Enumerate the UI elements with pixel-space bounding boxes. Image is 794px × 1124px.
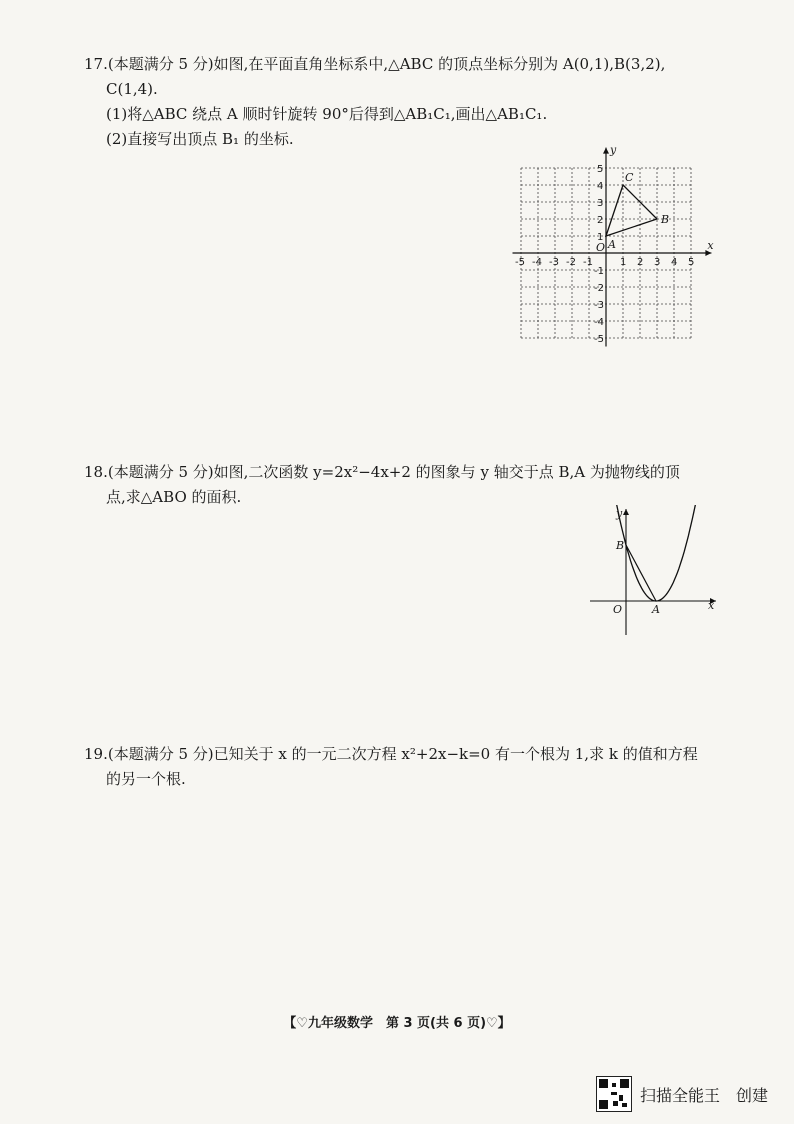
origin-label: O	[596, 241, 606, 254]
y-tick-label: 5	[597, 164, 604, 175]
y-tick-label: -2	[594, 283, 604, 294]
figure-17-grid	[508, 145, 724, 357]
figure-18-parabola	[586, 505, 724, 639]
problem-19-line1: 19.(本题满分 5 分)已知关于 x 的一元二次方程 x²+2x−k=0 有一个根为 1,求 k 的值和方程	[84, 745, 698, 763]
x-tick-label: -5	[515, 257, 525, 268]
x-tick-label: 1	[620, 257, 627, 268]
y-tick-label: 2	[597, 215, 604, 226]
y-tick-label: 4	[597, 181, 604, 192]
problem-17-part2: (2)直接写出顶点 B₁ 的坐标.	[106, 130, 294, 148]
problem-17-part1: (1)将△ABC 绕点 A 顺时针旋转 90°后得到△AB₁C₁,画出△AB₁C₁.	[106, 105, 548, 123]
problem-17-line1: 17.(本题满分 5 分)如图,在平面直角坐标系中,△ABC 的顶点坐标分别为 A(0,1),B(3,2),	[84, 55, 666, 73]
y-axis-label: y	[616, 507, 623, 520]
x-tick-label: -3	[549, 257, 559, 268]
scanner-watermark	[596, 1074, 768, 1114]
point-b-label: B	[616, 539, 625, 552]
vertex-label-c: C	[625, 171, 634, 184]
x-axis-label: x	[707, 239, 714, 252]
y-tick-label: -5	[594, 334, 604, 345]
origin-label: O	[613, 603, 623, 616]
coordinate-grid	[508, 145, 724, 357]
y-tick-label: 3	[597, 198, 604, 209]
problem-17-line2: C(1,4).	[106, 80, 158, 98]
page-footer: 【♡九年级数学 第 3 页(共 6 页)♡】	[283, 1016, 511, 1031]
x-tick-label: 2	[637, 257, 644, 268]
segment-ab	[626, 545, 656, 601]
triangle-abc	[606, 185, 657, 236]
parabola-diagram	[586, 505, 724, 639]
y-tick-label: -1	[594, 266, 604, 277]
x-tick-label: 4	[671, 257, 678, 268]
problem-19	[84, 742, 724, 792]
x-tick-label: -4	[532, 257, 542, 268]
y-axis-arrow	[603, 148, 609, 154]
x-tick-label: 3	[654, 257, 661, 268]
x-tick-label: -2	[566, 257, 576, 268]
y-tick-label: 1	[597, 232, 604, 243]
problem-19-line2: 的另一个根.	[106, 770, 186, 788]
problem-18	[84, 460, 724, 510]
x-axis-label: x	[708, 599, 715, 612]
x-tick-label: 5	[688, 257, 695, 268]
parabola-curve	[616, 505, 699, 601]
vertex-label-a: A	[608, 238, 616, 251]
x-tick-label: -1	[583, 257, 593, 268]
problem-18-line1: 18.(本题满分 5 分)如图,二次函数 y=2x²−4x+2 的图象与 y 轴交于点 B,A 为抛物线的顶	[84, 463, 680, 481]
scanner-text: 扫描全能王 创建	[640, 1085, 769, 1105]
vertex-label-b: B	[661, 213, 670, 226]
problem-17	[84, 52, 724, 152]
qr-code-icon	[596, 1076, 632, 1112]
point-a-label: A	[652, 603, 660, 616]
y-tick-label: -4	[594, 317, 604, 328]
problem-18-line2: 点,求△ABO 的面积.	[106, 488, 242, 506]
y-axis-label: y	[610, 145, 617, 157]
y-tick-label: -3	[594, 300, 604, 311]
y-axis-arrow	[623, 509, 629, 515]
